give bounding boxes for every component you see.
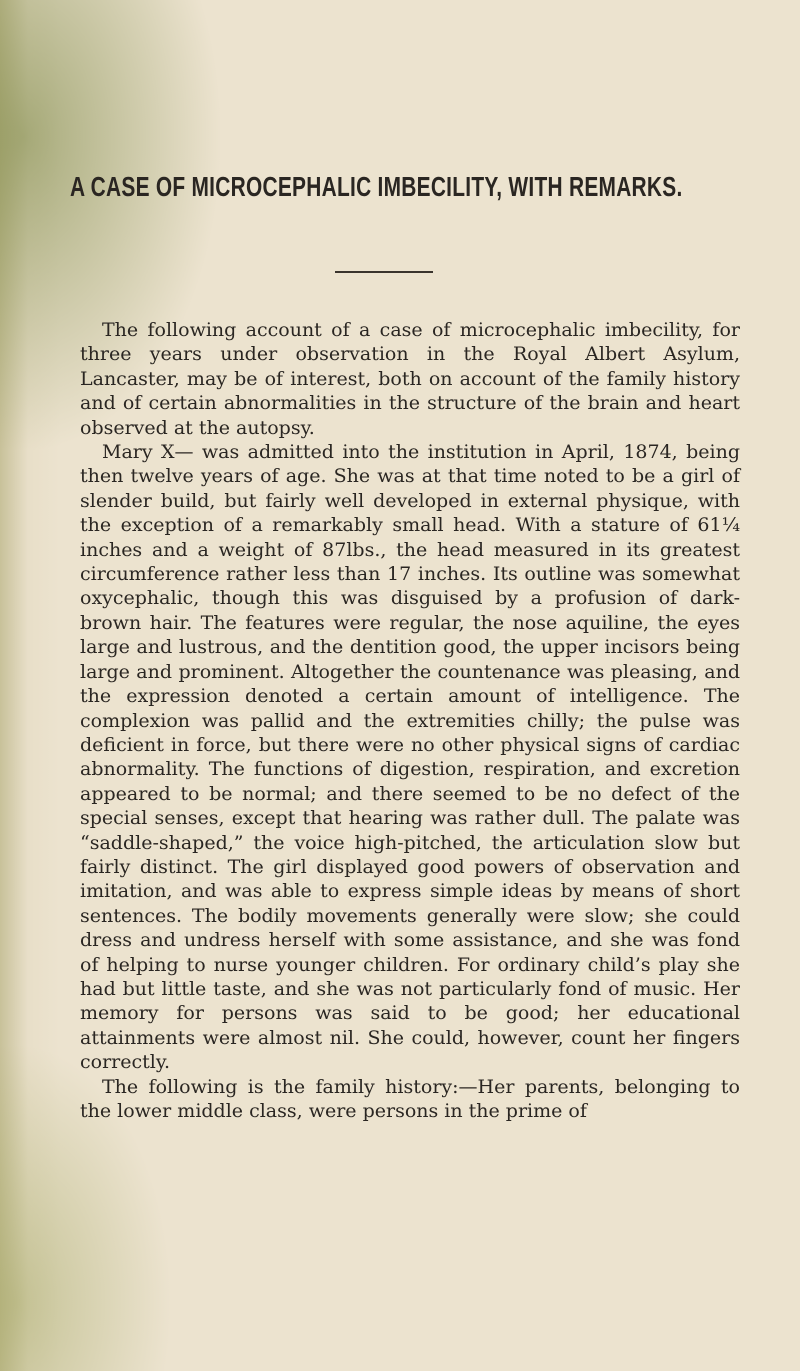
article-title: A CASE OF MICROCEPHALIC IMBECILITY, WITH REMARKS. <box>70 171 683 202</box>
paragraph-introduction: The following account of a case of microcephalic imbecility, for three years under observation in the Royal Albert Asylum, Lancaster, may be of interest, both on account of the family history and of certain abnormalities in the structure of the brain and heart observed at the autopsy. <box>80 319 740 439</box>
title-divider <box>335 271 433 273</box>
article-body <box>80 318 740 1123</box>
paragraph-case-description: Mary X— was admitted into the institution in April, 1874, being then twelve years of age. She was at that time noted to be a girl of slender build, but fairly well developed in external physique, with the exception of a remarkably small head. With a stature of 61¼ inches and a weight of 87lbs., the head measured in its greatest circumference rather less than 17 inches. Its outline was somewhat oxycephalic, though this was disguised by a profusion of dark-brown hair. The features were regular, the nose aquiline, the eyes large and lustrous, and the dentition good, the upper incisors being large and prominent. Altogether the countenance was pleasing, and the expression denoted a certain amount of intelligence. The complexion was pallid and the extremities chilly; the pulse was deficient in force, but there were no other physical signs of cardiac abnormality. The functions of digestion, respiration, and excretion appeared to be normal; and there seemed to be no defect of the special senses, except that hearing was rather dull. The palate was “saddle-shaped,” the voice high-pitched, the articulation slow but fairly distinct. The girl displayed good powers of observation and imitation, and was able to express simple ideas by means of short sentences. The bodily movements generally were slow; she could dress and undress herself with some assistance, and she was fond of helping to nurse younger children. For ordinary child’s play she had but little taste, and she was not particularly fond of music. Her memory for persons was said to be good; her educational attainments were almost nil. She could, however, count her fingers correctly. <box>80 441 740 1074</box>
paragraph-family-history: The following is the family history:—Her parents, belonging to the lower middle class, were persons in the prime of <box>80 1075 740 1122</box>
